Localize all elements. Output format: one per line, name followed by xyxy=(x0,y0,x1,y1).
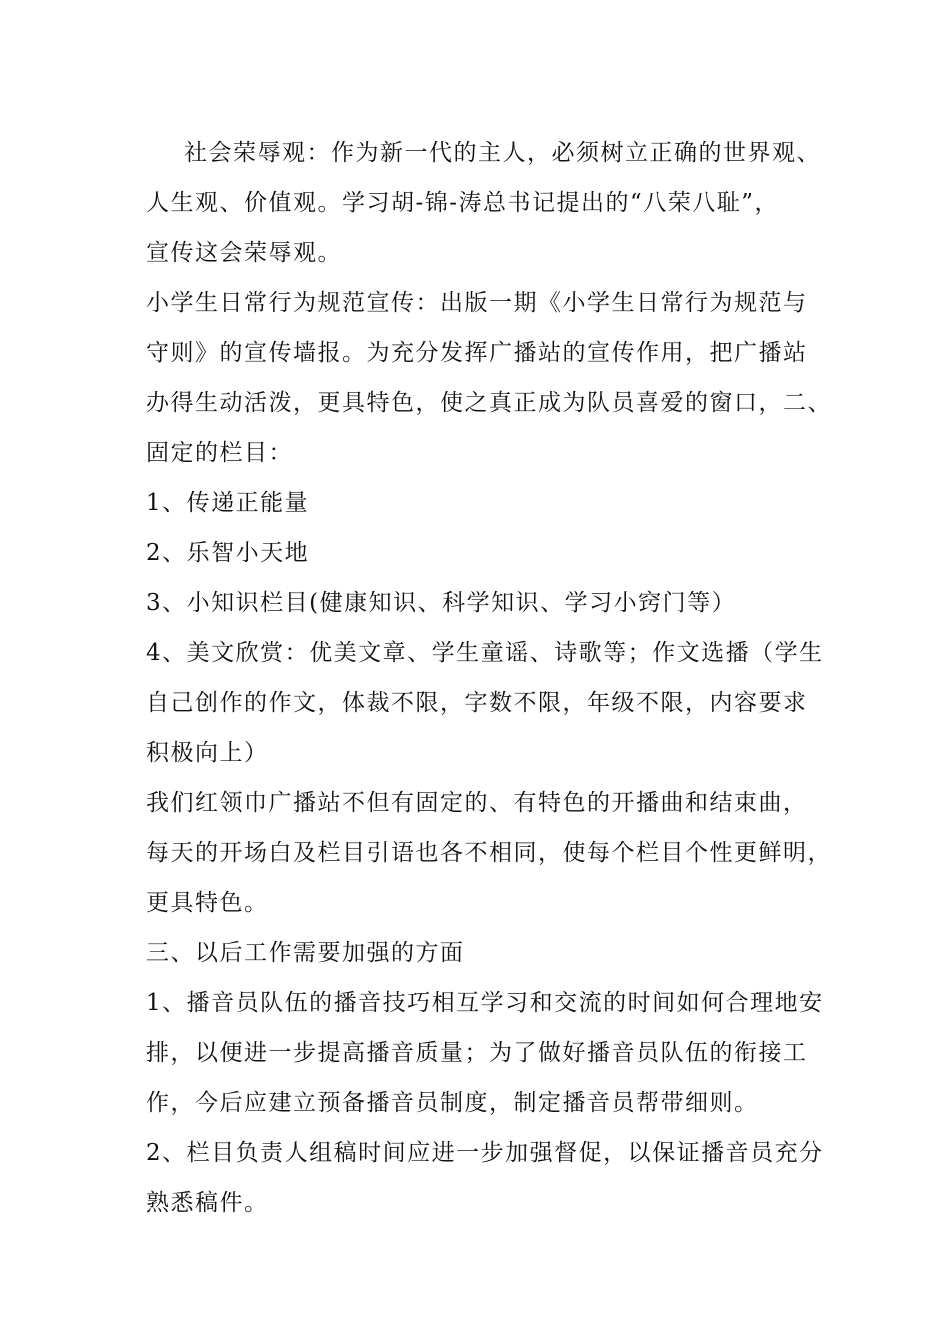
text-line: 固定的栏目： xyxy=(146,440,293,466)
text-line: 更具特色。 xyxy=(146,890,269,916)
text-line: 人生观、价值观。学习胡-锦-涛总书记提出的“八荣八耻”， xyxy=(146,190,780,216)
list-item: 4、美文欣赏：优美文章、学生童谣、诗歌等；作文选播（学生 xyxy=(146,640,824,666)
list-item: 2、乐智小天地 xyxy=(146,540,310,566)
text-line: 排，以便进一步提高播音质量；为了做好播音员队伍的衔接工 xyxy=(146,1040,808,1066)
text-line: 自己创作的作文，体裁不限，字数不限，年级不限，内容要求 xyxy=(146,690,808,716)
text-line: 我们红领巾广播站不但有固定的、有特色的开播曲和结束曲， xyxy=(146,790,808,816)
text-line: 办得生动活泼，更具特色，使之真正成为队员喜爱的窗口，二、 xyxy=(146,390,832,416)
text-line: 每天的开场白及栏目引语也各不相同，使每个栏目个性更鲜明， xyxy=(146,840,832,866)
list-item: 2、栏目负责人组稿时间应进一步加强督促，以保证播音员充分 xyxy=(146,1140,824,1166)
text-line: 作，今后应建立预备播音员制度，制定播音员帮带细则。 xyxy=(146,1090,759,1116)
text-line: 积极向上） xyxy=(146,740,269,766)
list-item: 3、小知识栏目(健康知识、科学知识、学习小窍门等） xyxy=(146,590,737,616)
text-line: 小学生日常行为规范宣传：出版一期《小学生日常行为规范与 xyxy=(146,290,808,316)
document-body xyxy=(146,128,832,1228)
text-line: 宣传这会荣辱观。 xyxy=(146,240,342,266)
text-line: 守则》的宣传墙报。为充分发挥广播站的宣传作用，把广播站 xyxy=(146,340,808,366)
text-line: 社会荣辱观：作为新一代的主人，必须树立正确的世界观、 xyxy=(184,140,821,166)
text-line: 熟悉稿件。 xyxy=(146,1190,269,1216)
list-item: 1、传递正能量 xyxy=(146,490,310,516)
section-heading: 三、以后工作需要加强的方面 xyxy=(146,940,465,966)
list-item: 1、播音员队伍的播音技巧相互学习和交流的时间如何合理地安 xyxy=(146,990,824,1016)
